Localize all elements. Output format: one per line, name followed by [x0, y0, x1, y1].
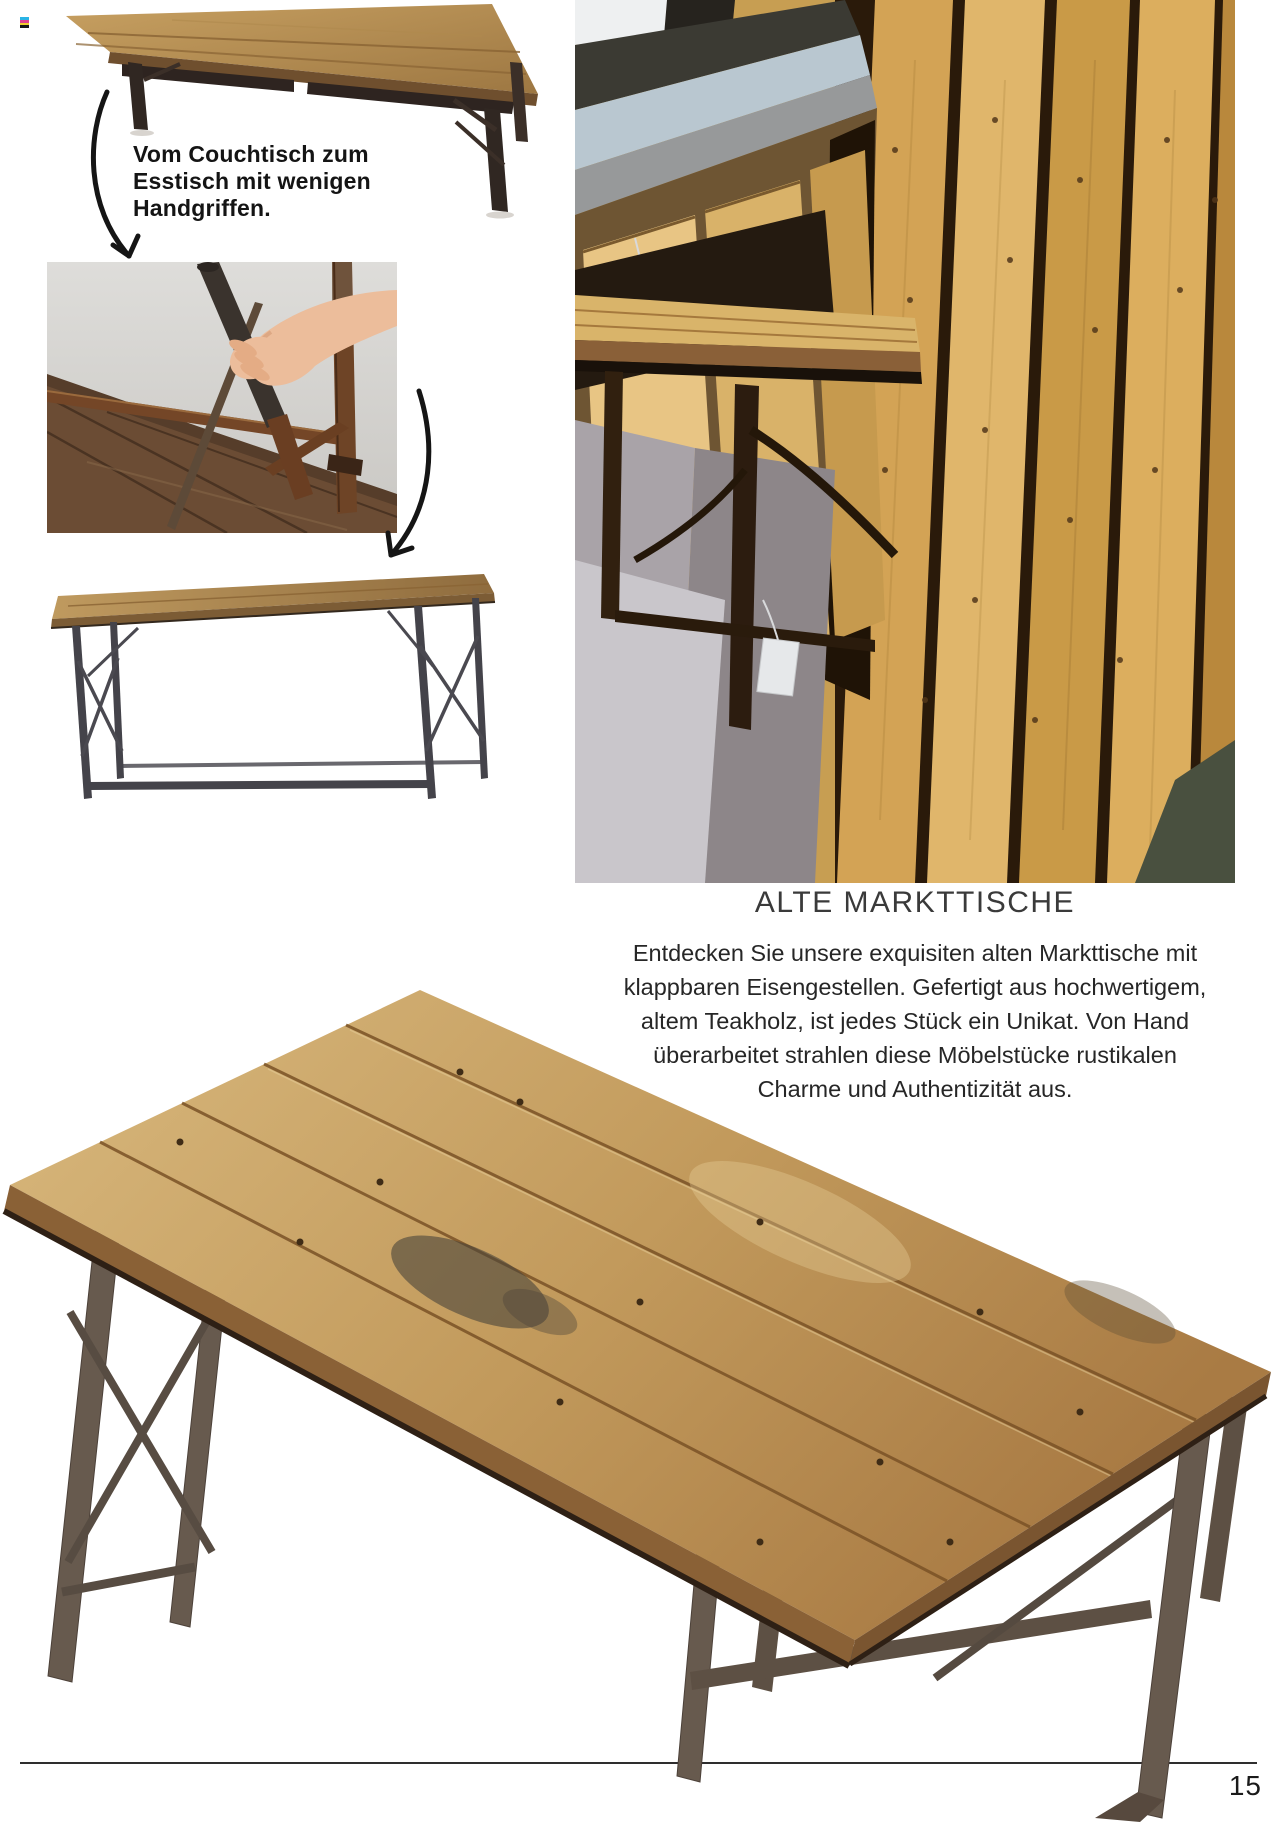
paragraph-line-3: altem Teakholz, ist jedes Stück ein Unikat. Von Hand: [640, 1008, 1190, 1034]
section-title: ALTE MARKTTISCHE: [754, 886, 1076, 919]
hand-drawn-arrow-down-left-icon: [85, 88, 155, 273]
paragraph-line-4: überarbeitet strahlen diese Möbelstücke rustikalen: [653, 1042, 1177, 1068]
caption-line-2: Esstisch mit wenigen: [133, 168, 371, 194]
photo-market-table-large: [0, 982, 1280, 1822]
print-registration-mark: [20, 17, 29, 28]
paragraph-line-1: Entdecken Sie unsere exquisiten alten Markttische mit: [632, 940, 1198, 966]
photo-warehouse-tabletops: [575, 0, 1235, 883]
regmark-black: [20, 25, 29, 28]
hand-drawn-arrow-down-icon: [375, 385, 440, 570]
paragraph-line-5: Charme und Authentizität aus.: [757, 1076, 1073, 1102]
photo-folding-mechanism: [47, 262, 397, 533]
page-number: 15: [1228, 1770, 1262, 1801]
photo-dining-table: [48, 566, 503, 812]
caption-line-1: Vom Couchtisch zum: [133, 141, 369, 167]
paragraph-line-2: klappbaren Eisengestellen. Gefertigt aus hochwertigem,: [623, 974, 1207, 1000]
caption-couchtisch: [133, 141, 413, 222]
caption-line-3: Handgriffen.: [133, 195, 271, 221]
